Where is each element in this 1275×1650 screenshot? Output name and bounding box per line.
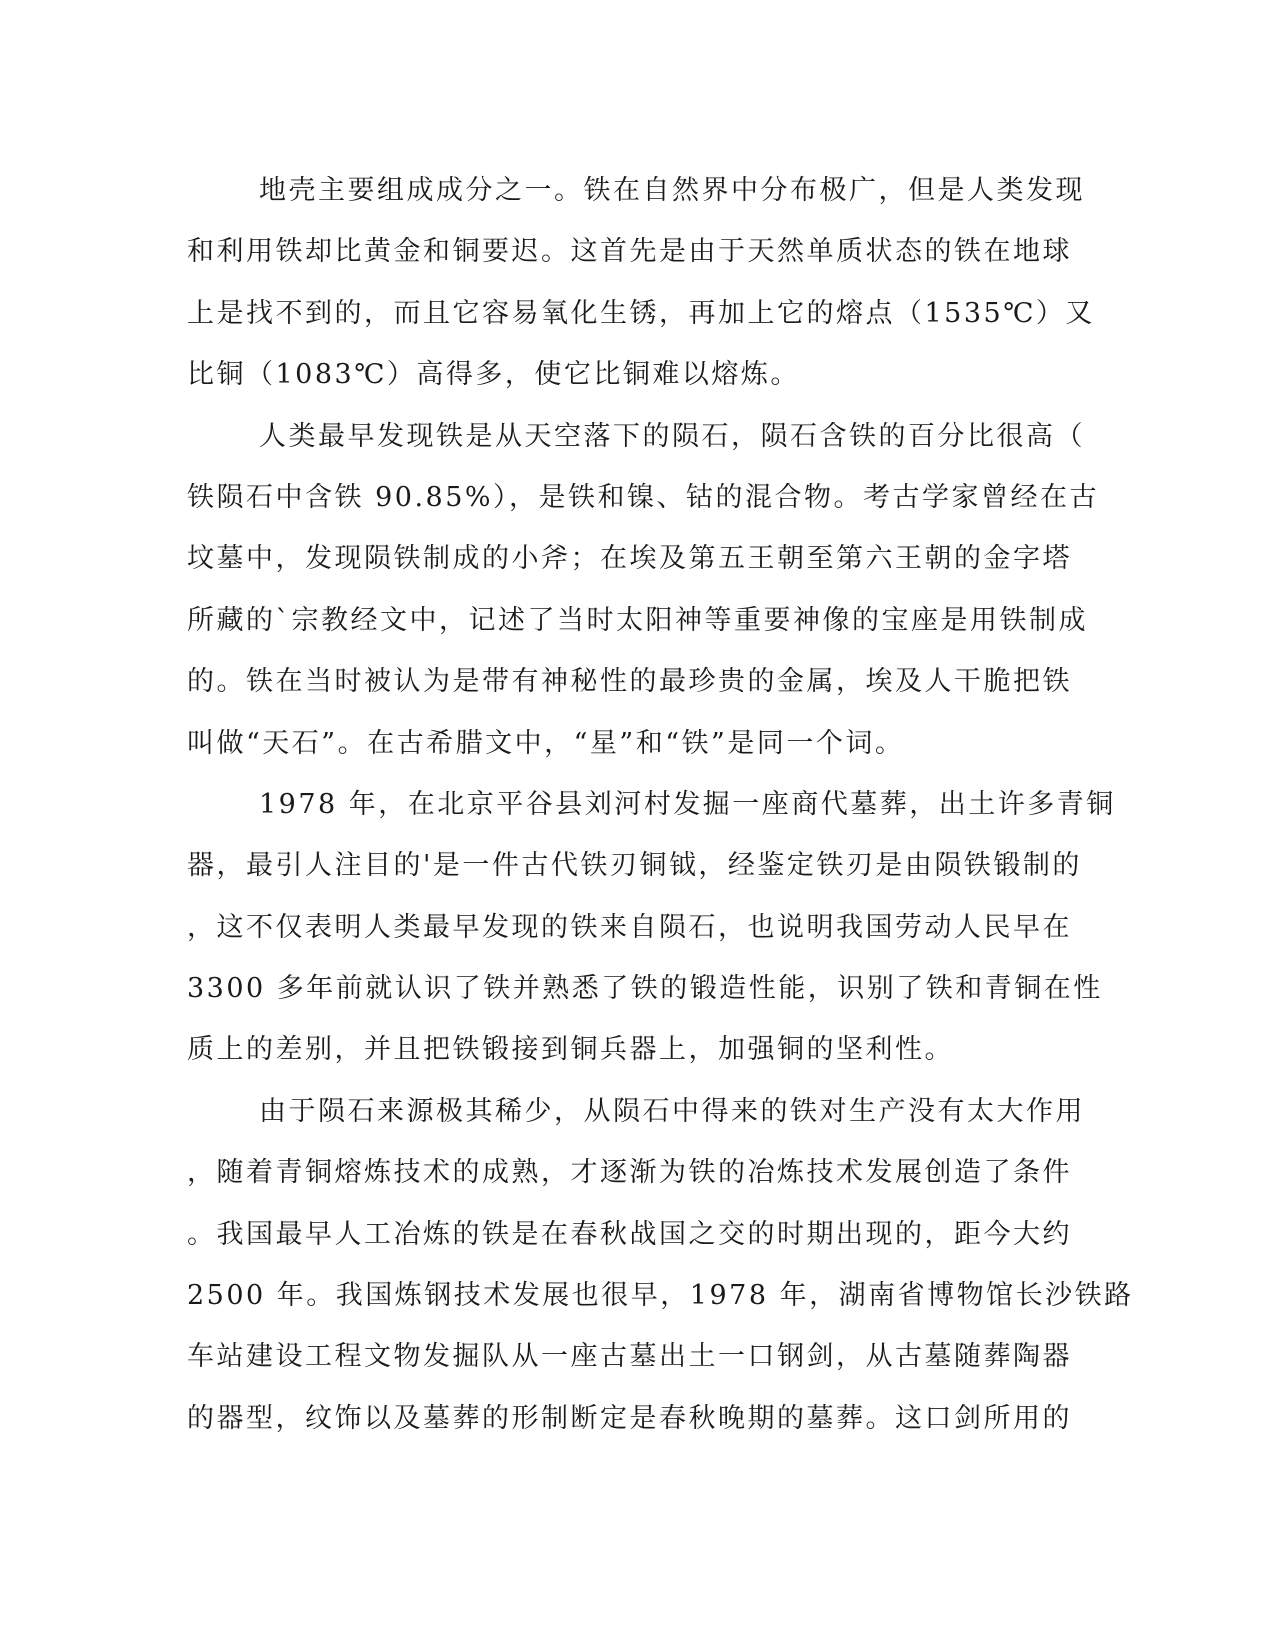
text-line: 2500 年。我国炼钢技术发展也很早，1978 年，湖南省博物馆长沙铁路 — [187, 1280, 1134, 1312]
text-line: 上是找不到的，而且它容易氧化生锈，再加上它的熔点（1535℃）又 — [187, 297, 1095, 329]
text-line: 质上的差别，并且把铁锻接到铜兵器上，加强铜的坚利性。 — [187, 1034, 954, 1066]
text-line: 由于陨石来源极其稀少，从陨石中得来的铁对生产没有太大作用 — [259, 1095, 1085, 1127]
text-line: 铁陨石中含铁 90.85%），是铁和镍、钴的混合物。考古学家曾经在古 — [187, 481, 1100, 513]
text-line: 1978 年，在北京平谷县刘河村发掘一座商代墓葬，出土许多青铜 — [259, 788, 1116, 820]
text-line: 比铜（1083℃）高得多，使它比铜难以熔炼。 — [187, 359, 800, 391]
text-line: 。我国最早人工冶炼的铁是在春秋战国之交的时期出现的，距今大约 — [187, 1218, 1072, 1250]
text-line: 地壳主要组成成分之一。铁在自然界中分布极广，但是人类发现 — [259, 175, 1085, 206]
text-line: ，随着青铜熔炼技术的成熟，才逐渐为铁的冶炼技术发展创造了条件 — [187, 1157, 1072, 1189]
body-text — [187, 160, 1134, 1449]
text-line: 器，最引人注目的'是一件古代铁刃铜钺，经鉴定铁刃是由陨铁锻制的 — [187, 850, 1082, 882]
text-line: 车站建设工程文物发掘队从一座古墓出土一口钢剑，从古墓随葬陶器 — [187, 1341, 1072, 1373]
text-line: ，这不仅表明人类最早发现的铁来自陨石，也说明我国劳动人民早在 — [187, 911, 1072, 943]
text-line: 坟墓中，发现陨铁制成的小斧；在埃及第五王朝至第六王朝的金字塔 — [187, 543, 1072, 575]
text-line: 叫做“天石”。在古希腊文中，“星”和“铁”是同一个词。 — [187, 727, 905, 759]
text-line: 所藏的`宗教经文中，记述了当时太阳神等重要神像的宝座是用铁制成 — [187, 604, 1088, 636]
text-line: 和利用铁却比黄金和铜要迟。这首先是由于天然单质状态的铁在地球 — [187, 236, 1072, 268]
text-line: 的器型，纹饰以及墓葬的形制断定是春秋晚期的墓葬。这口剑所用的 — [187, 1402, 1072, 1434]
text-line: 的。铁在当时被认为是带有神秘性的最珍贵的金属，埃及人干脆把铁 — [187, 666, 1072, 698]
text-line: 3300 多年前就认识了铁并熟悉了铁的锻造性能，识别了铁和青铜在性 — [187, 973, 1103, 1005]
text-line: 人类最早发现铁是从天空落下的陨石，陨石含铁的百分比很高（ — [259, 420, 1085, 452]
